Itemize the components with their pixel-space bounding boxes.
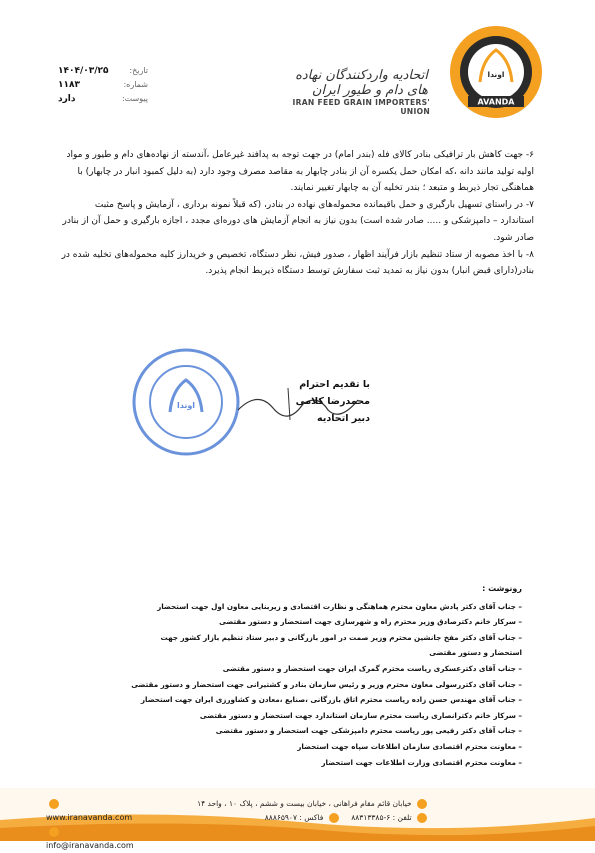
phone-icon xyxy=(417,813,427,823)
signature-block xyxy=(240,376,370,427)
recipient-item: – سرکار خانم دکترانصاری ریاست محترم سازمان استاندارد جهت استحضار و دستور مقتضی xyxy=(199,710,522,720)
date-label: تاریخ: xyxy=(129,66,148,75)
footer-web xyxy=(46,797,146,853)
recipient-item: – جناب آقای مهندس حسن زاده ریاست محترم اتاق بازرگانی ،صنایع ،معادن و کشاورزی ایران جهت استحضار xyxy=(140,695,522,705)
recipients-title: رونوشت : xyxy=(482,584,522,593)
recipients-list xyxy=(130,581,522,770)
body-paragraph-7: ۷- در راستای تسهیل بارگیری و حمل باقیمانده محموله‌های نهاده در بنادر، (که قبلاً نمونه برداری ، آزمایش و پاسخ مثبت استاندارد – دامپزشکی و ..... صادر شده است) بدون نیاز به انجام آزمایش های دوره‌ای مجدد ، اجازه بارگیری و حمل آن از بنادر صادر شود. xyxy=(62,199,534,243)
logo-center-text: اوندا xyxy=(487,70,505,79)
date-row xyxy=(58,64,148,78)
attachment-value: دارد xyxy=(58,94,76,104)
union-seal-stamp xyxy=(130,346,242,458)
recipient-item: – جناب آقای دکتررسولی معاون محترم وزیر و رئیس سازمان بنادر و کشتیرانی جهت استحضار و دستور مقتضی xyxy=(131,679,522,689)
footer-fax: فاکس : ۸۸۸۶۵۹۰۷ xyxy=(264,813,324,822)
logo-brand-text: AVANDA xyxy=(477,97,515,107)
body-paragraph-6: ۶- جهت کاهش بار ترافیکی بنادر کالای فله (بندر امام) در جهت توجه به پدافند غیرعامل ،آندسته از نهاده‌های دام و طیور و مواد اولیه تولید مانند دانه ،که امکان حمل یکسره آن از بنادر چابهار به مقاصد مصرف وجود دارد (به دلیل کمبود انبار در چابهار) با هماهنگی تجار ذیربط و متبعد ؛ بندر تخلیه آن به چابهار تغییر نمایند. xyxy=(66,150,534,194)
recipient-item: – سرکار خانم دکترصادق وزیر محترم راه و شهرسازی جهت استحضار و دستور مقتضی xyxy=(219,617,522,627)
recipient-item: – معاونت محترم اقتصادی سازمان اطلاعات سپاه جهت استحضار xyxy=(297,741,522,751)
footer-phone-row xyxy=(140,811,430,825)
number-row xyxy=(58,78,148,92)
signature-title: دبیر اتحادیه xyxy=(317,413,370,424)
globe-icon xyxy=(49,799,59,809)
body-paragraph-8: ۸- با اخذ مصوبه از ستاد تنظیم بازار فرآیند اظهار ، صدور فیش، نظر دستگاه، تخصیص و خریدارز کلیه محموله‌های تخلیه شده در بنادر(دارای قبض انبار) بدون نیاز به تمدید ثبت سفارش توسط دستگاه ذیربط انجام پذیرد. xyxy=(61,249,534,277)
attachment-row xyxy=(58,92,148,106)
footer-phone: تلفن : ۶-۸۸۳۱۳۳۸۵ xyxy=(351,813,412,822)
seal-center-text: اوندا xyxy=(176,401,196,410)
signature-name: محمدرضا کلامی xyxy=(295,396,370,407)
footer-address-row xyxy=(140,797,430,811)
number-value: ۱۱۸۳ xyxy=(58,80,80,90)
footer-email-row xyxy=(46,825,146,853)
union-name-en: IRAN FEED GRAIN IMPORTERS' UNION xyxy=(292,98,430,116)
footer-website-row xyxy=(46,797,146,825)
recipient-item: – جناب آقای دکتر پادش معاون محترم هماهنگی و نظارت اقتصادی و زیربنایی معاون اول جهت استحضار xyxy=(157,601,522,611)
mail-icon xyxy=(49,827,59,837)
date-value: ۱۴۰۴/۰۳/۲۵ xyxy=(58,66,109,76)
recipient-item: – جناب آقای دکترعسکری ریاست محترم گمرک ایران جهت استحضار و دستور مقتضی xyxy=(222,663,522,673)
number-label: شماره: xyxy=(123,80,148,89)
footer-address: خیابان قائم مقام فراهانی ، خیابان بیست و ششم ، پلاک ۱۰ ، واحد ۱۴ xyxy=(197,799,412,808)
footer-email[interactable]: info@iranavanda.com xyxy=(46,841,134,850)
recipient-item: – جناب آقای دکتر رفیعی پور ریاست محترم دامپزشکی جهت استحضار و دستور مقتضی xyxy=(215,726,522,736)
footer-website[interactable]: www.iranavanda.com xyxy=(46,813,133,822)
union-name-fa: اتحادیه واردکنندگان نهاده های دام و طیور ایران xyxy=(295,68,428,98)
footer-contact xyxy=(140,797,430,825)
letter-body xyxy=(60,147,534,280)
union-logo xyxy=(448,24,544,120)
recipient-item: – معاونت محترم اقتصادی وزارت اطلاعات جهت استحضار xyxy=(321,757,522,767)
signature-closing: با تقدیم احترام xyxy=(299,379,370,390)
letter-meta xyxy=(58,64,148,106)
fax-icon xyxy=(329,813,339,823)
attachment-label: پیوست: xyxy=(121,94,148,103)
recipient-item: – جناب آقای دکتر مفخ جانشین محترم وزیر صمت در امور بازرگانی و دبیر ستاد تنظیم بازار کشور جهت استحضار و دستور مقتضی xyxy=(160,632,522,658)
location-icon xyxy=(417,799,427,809)
